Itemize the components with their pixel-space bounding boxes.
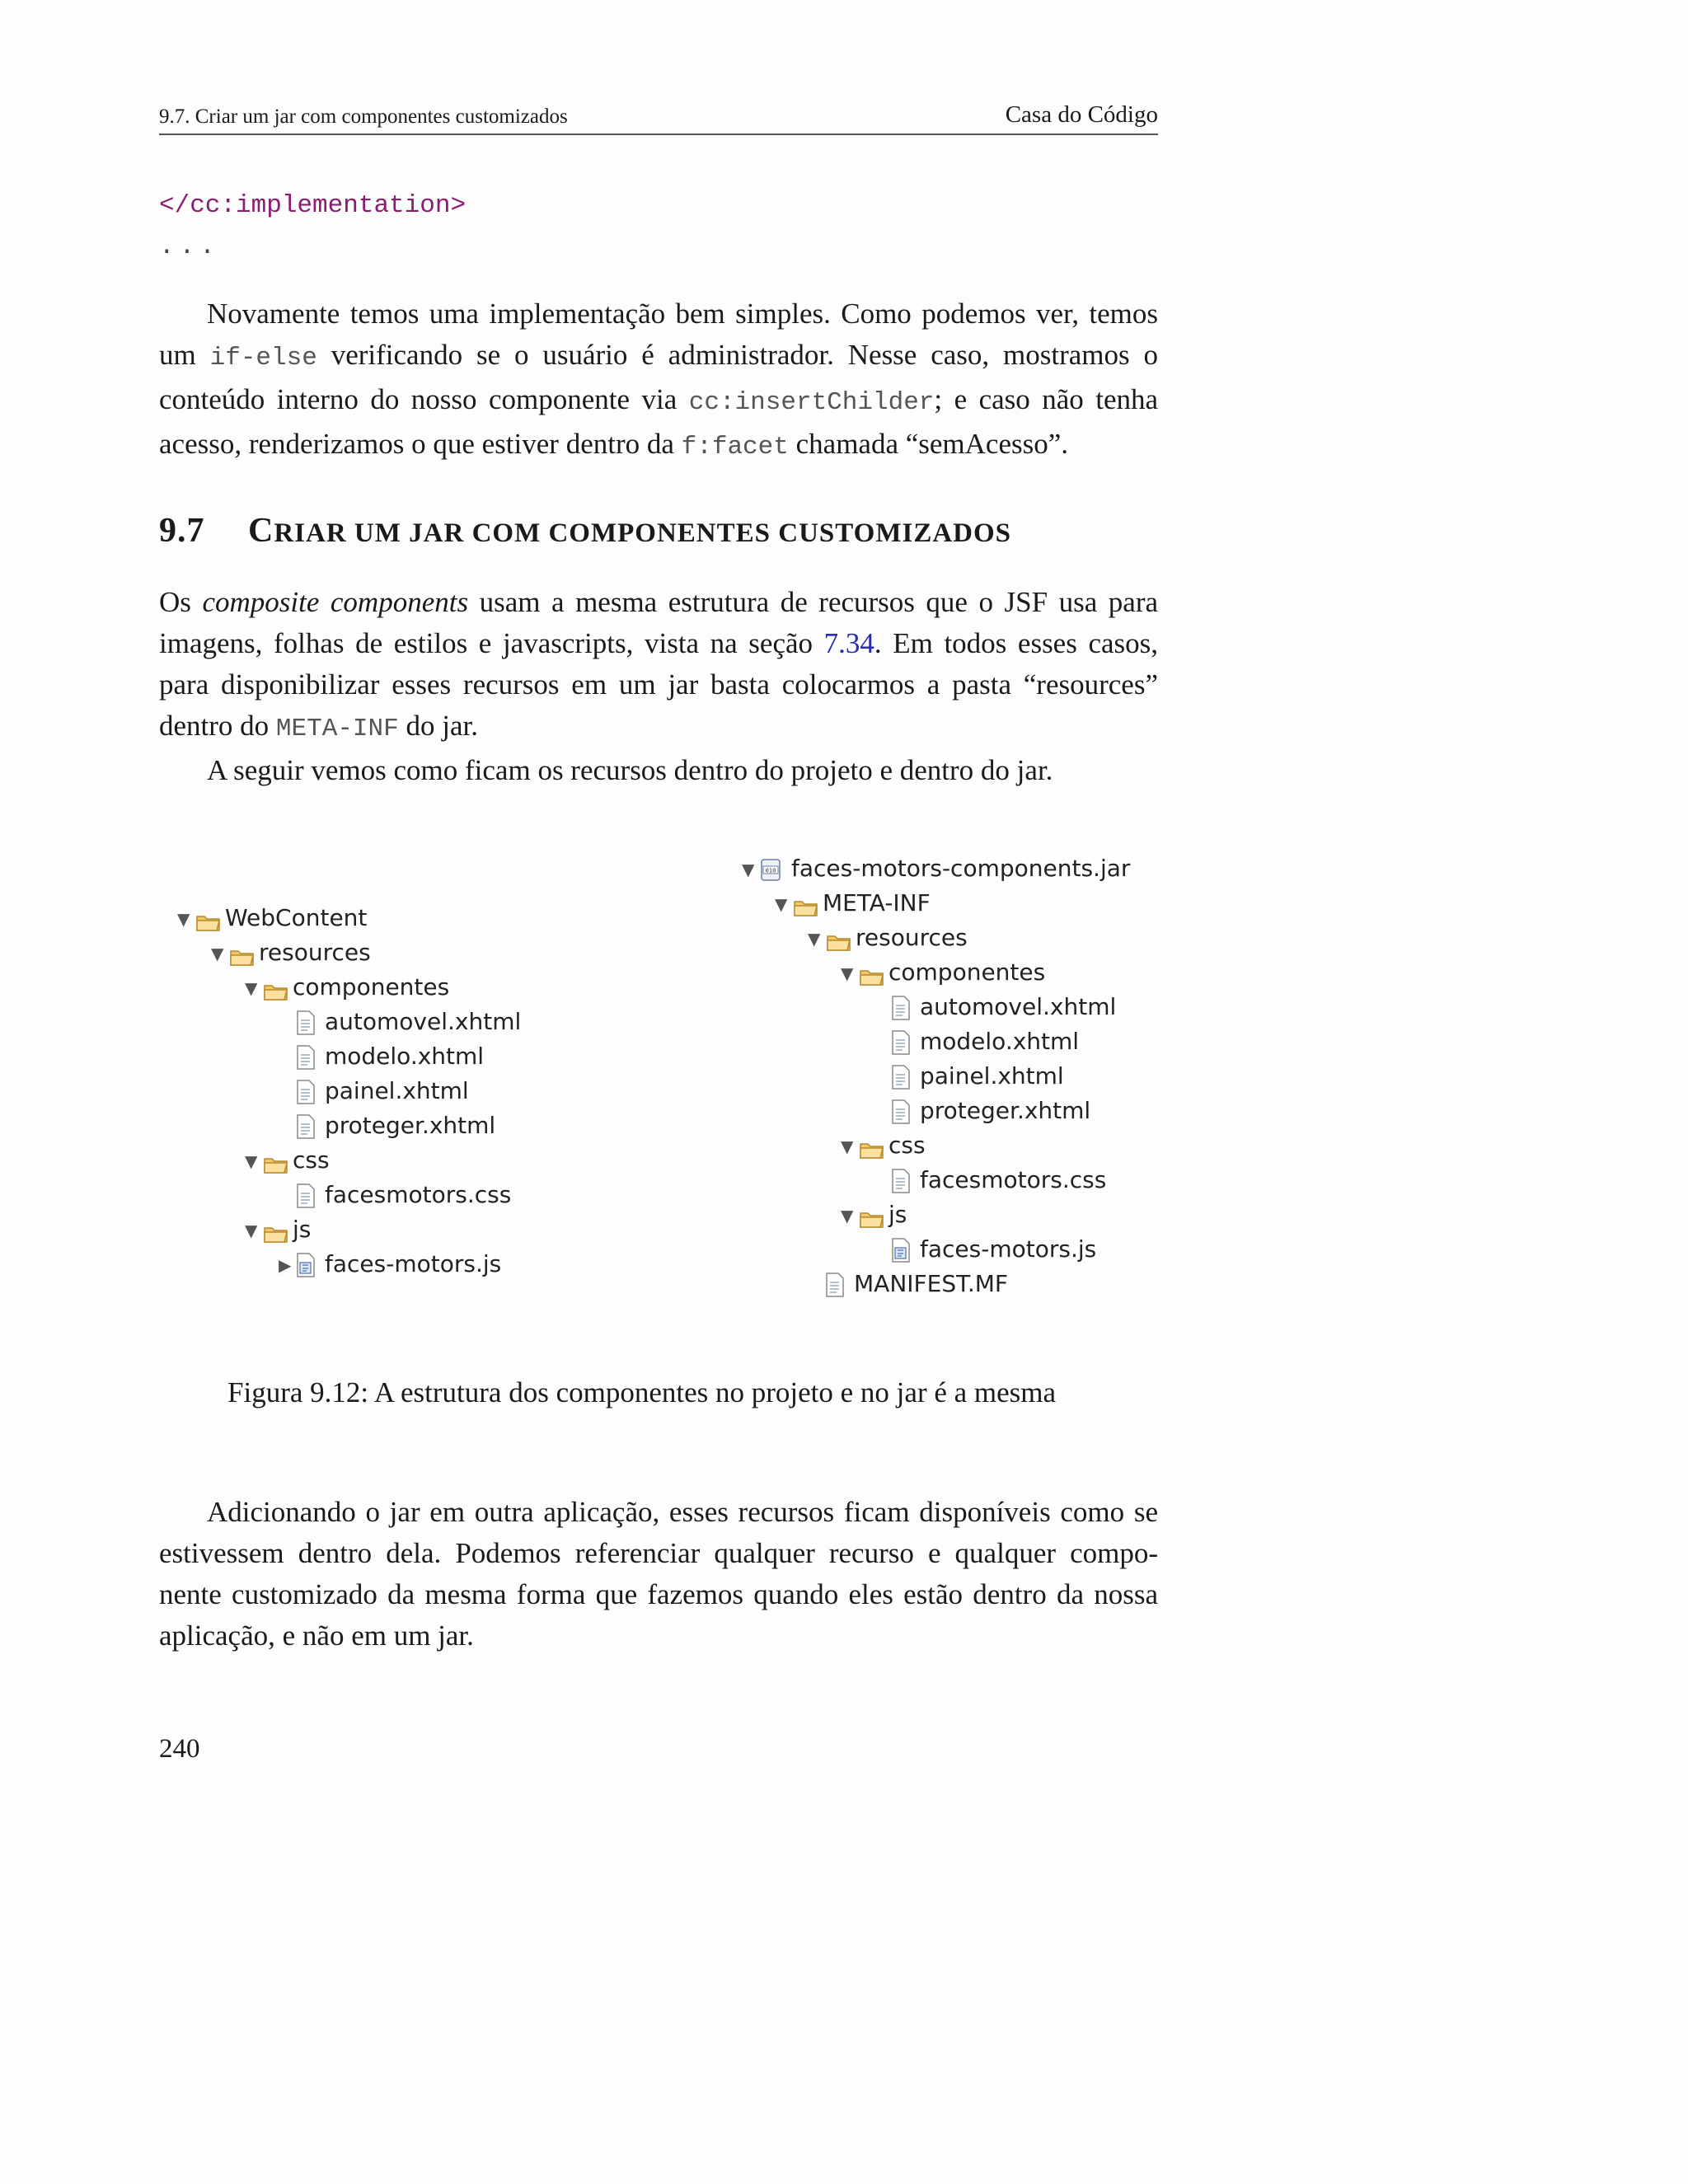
- tree-item[interactable]: [279, 1180, 511, 1210]
- code-closing-tag: </cc:implementation>: [159, 191, 467, 220]
- folder-icon: [793, 895, 819, 913]
- text-run: do jar.: [406, 710, 478, 742]
- tree-item[interactable]: [808, 923, 968, 953]
- figure-caption-text: Figura 9.12: A estrutura dos componentes no projeto e no jar é a mesma: [227, 1376, 1057, 1408]
- tree-item-label: faces-motors.js: [920, 1235, 1097, 1263]
- text-run: chamada “semAcesso”.: [795, 428, 1069, 460]
- tree-item[interactable]: [808, 1269, 1008, 1299]
- folder-icon: [229, 944, 256, 963]
- emphasis: composite components: [202, 586, 469, 618]
- text-run: imagens, folhas de estilos e javascripts, vista na seção: [159, 627, 814, 659]
- file-icon: [826, 1272, 844, 1297]
- text-run: dentro do: [159, 710, 270, 742]
- text-run: Os: [159, 586, 191, 618]
- folder-icon: [859, 1137, 885, 1155]
- tree-item[interactable]: [245, 1215, 311, 1244]
- tree-item-label: painel.xhtml: [325, 1077, 469, 1104]
- file-icon: [892, 1169, 910, 1193]
- tree-item-label: proteger.xhtml: [920, 1097, 1091, 1124]
- folder-icon: [195, 910, 222, 928]
- folder-icon: [859, 964, 885, 982]
- tree-item-label: META-INF: [823, 889, 931, 916]
- tree-item-label: proteger.xhtml: [325, 1112, 496, 1139]
- folder-icon: [263, 1221, 289, 1240]
- text-run: . Em todos esses casos,: [874, 627, 1159, 659]
- text-run: verificando se o usuário é administrador. Nesse caso, mostramos o: [331, 339, 1159, 371]
- tree-item-label: modelo.xhtml: [920, 1028, 1080, 1055]
- tree-item[interactable]: [874, 1096, 1090, 1126]
- collapse-arrow-icon[interactable]: ▶: [279, 1255, 292, 1275]
- tree-item-label: resources: [259, 939, 371, 966]
- section-number: 9.7: [159, 512, 205, 550]
- tree-item-label: automovel.xhtml: [920, 993, 1117, 1020]
- running-header-publisher: Casa do Código: [1005, 101, 1158, 128]
- tree-item[interactable]: [245, 972, 449, 1002]
- expand-arrow-icon[interactable]: ▼: [808, 929, 821, 949]
- text-run: um: [159, 339, 196, 371]
- tree-item-label: js: [293, 1216, 312, 1243]
- tree-item[interactable]: [874, 1062, 1064, 1091]
- text-run: acesso, renderizamos o que estiver dentro da: [159, 428, 674, 460]
- section-title-rest: RIAR UM JAR COM COMPONENTES CUSTOMIZADOS: [274, 518, 1012, 548]
- inline-code: f:facet: [681, 433, 789, 462]
- paragraph-line: [159, 424, 1158, 468]
- svg-text:010: 010: [765, 867, 776, 874]
- file-icon: [297, 1080, 315, 1104]
- expand-arrow-icon[interactable]: ▼: [245, 978, 258, 998]
- expand-arrow-icon[interactable]: ▼: [742, 860, 755, 879]
- text-run: usam a mesma estrutura de recursos que o JSF usa para: [479, 586, 1159, 618]
- expand-arrow-icon[interactable]: ▼: [775, 894, 788, 914]
- tree-item[interactable]: [874, 1027, 1079, 1057]
- paragraph-implementation: [159, 293, 1158, 468]
- folder-icon: [263, 979, 289, 997]
- paragraph-line: [159, 335, 1158, 379]
- expand-arrow-icon[interactable]: ▼: [841, 1206, 854, 1226]
- tree-item-label: css: [293, 1146, 330, 1174]
- tree-item-label: faces-motors-components.jar: [791, 855, 1131, 882]
- tree-item[interactable]: [279, 1042, 484, 1071]
- tree-item[interactable]: [874, 1235, 1096, 1264]
- folder-icon: [826, 930, 852, 948]
- tree-item[interactable]: [841, 1200, 907, 1230]
- tree-item-label: WebContent: [225, 904, 368, 931]
- tree-item-label: componentes: [889, 958, 1046, 986]
- tree-item-label: faces-motors.js: [325, 1250, 502, 1277]
- tree-item-label: MANIFEST.MF: [854, 1270, 1009, 1297]
- tree-item[interactable]: [279, 1076, 469, 1106]
- code-ellipsis: ...: [159, 232, 220, 261]
- tree-item[interactable]: [775, 888, 931, 918]
- expand-arrow-icon[interactable]: ▼: [177, 909, 190, 929]
- expand-arrow-icon[interactable]: ▼: [841, 963, 854, 983]
- file-icon: [297, 1114, 315, 1139]
- inline-code: META-INF: [275, 715, 399, 743]
- tree-item-label: facesmotors.css: [920, 1166, 1107, 1193]
- tree-item-label: resources: [856, 924, 968, 951]
- tree-item[interactable]: [742, 854, 1130, 883]
- paragraph-line: Adicionando o jar em outra aplicação, esses recursos ficam disponíveis como se: [207, 1496, 1158, 1528]
- folder-icon: [859, 1207, 885, 1225]
- file-icon: [892, 1065, 910, 1090]
- tree-item[interactable]: [841, 1131, 926, 1160]
- tree-item-label: js: [889, 1201, 907, 1228]
- paragraph-line: Novamente temos uma implementação bem simples. Como podemos ver, temos: [207, 298, 1158, 330]
- expand-arrow-icon[interactable]: ▼: [211, 944, 224, 963]
- tree-item[interactable]: [841, 958, 1045, 987]
- tree-item[interactable]: [279, 1249, 501, 1279]
- paragraph-line: [159, 705, 1158, 750]
- tree-item[interactable]: [279, 1111, 495, 1141]
- javascript-file-icon: [297, 1253, 315, 1277]
- text-run: conteúdo interno do nosso componente via: [159, 383, 678, 415]
- paragraph-line: estivessem dentro dela. Podemos referenciar qualquer recurso e qualquer compo-: [159, 1537, 1158, 1569]
- figure-file-trees: [165, 834, 1154, 1329]
- paragraph-line: aplicação, e não em um jar.: [159, 1619, 474, 1652]
- file-icon: [297, 1183, 315, 1208]
- page-number: 240: [159, 1734, 200, 1764]
- file-icon: [297, 1010, 315, 1035]
- paragraph-line: A seguir vemos como ficam os recursos dentro do projeto e dentro do jar.: [207, 754, 1053, 786]
- running-header: [159, 101, 1158, 135]
- section-heading: [159, 511, 1011, 551]
- tree-item[interactable]: [245, 1146, 330, 1175]
- tree-item-label: modelo.xhtml: [325, 1043, 485, 1070]
- paragraph-line: [159, 379, 1158, 424]
- inline-code: if-else: [209, 344, 317, 373]
- file-icon: [892, 1099, 910, 1124]
- tree-item-label: componentes: [293, 973, 450, 1001]
- paragraph-composite-components: [159, 582, 1158, 750]
- paragraph-line: nente customizado da mesma forma que fazemos quando eles estão dentro da nossa: [159, 1578, 1158, 1610]
- expand-arrow-icon[interactable]: ▼: [841, 1137, 854, 1156]
- file-icon: [892, 1030, 910, 1055]
- tree-item-label: facesmotors.css: [325, 1181, 512, 1208]
- tree-item-label: css: [889, 1132, 926, 1159]
- paragraph-conclusion: [159, 1492, 1158, 1657]
- paragraph-line: [159, 623, 1158, 664]
- section-title-initial: C: [248, 512, 274, 550]
- paragraph-line: para disponibilizar esses recursos em um jar basta colocarmos a pasta “resources”: [159, 668, 1158, 701]
- expand-arrow-icon[interactable]: ▼: [245, 1221, 258, 1240]
- tree-item-label: automovel.xhtml: [325, 1008, 522, 1035]
- section-reference-link[interactable]: 7.34: [823, 627, 874, 659]
- expand-arrow-icon[interactable]: ▼: [245, 1151, 258, 1171]
- tree-item[interactable]: [177, 903, 367, 933]
- file-icon: [892, 996, 910, 1020]
- tree-item[interactable]: [279, 1007, 521, 1037]
- inline-code: cc:insertChilder: [688, 388, 935, 417]
- tree-item[interactable]: [874, 992, 1116, 1022]
- paragraph-intro-figure: [159, 750, 1158, 791]
- paragraph-line: [159, 582, 1158, 623]
- jar-file-icon: [760, 857, 781, 882]
- tree-item[interactable]: [211, 938, 371, 968]
- text-run: ; e caso não tenha: [934, 383, 1159, 415]
- file-icon: [297, 1045, 315, 1070]
- running-header-section: 9.7. Criar um jar com componentes customizados: [159, 105, 568, 128]
- tree-item-label: painel.xhtml: [920, 1062, 1064, 1090]
- javascript-file-icon: [892, 1238, 910, 1263]
- folder-icon: [263, 1152, 289, 1170]
- tree-item[interactable]: [874, 1165, 1106, 1195]
